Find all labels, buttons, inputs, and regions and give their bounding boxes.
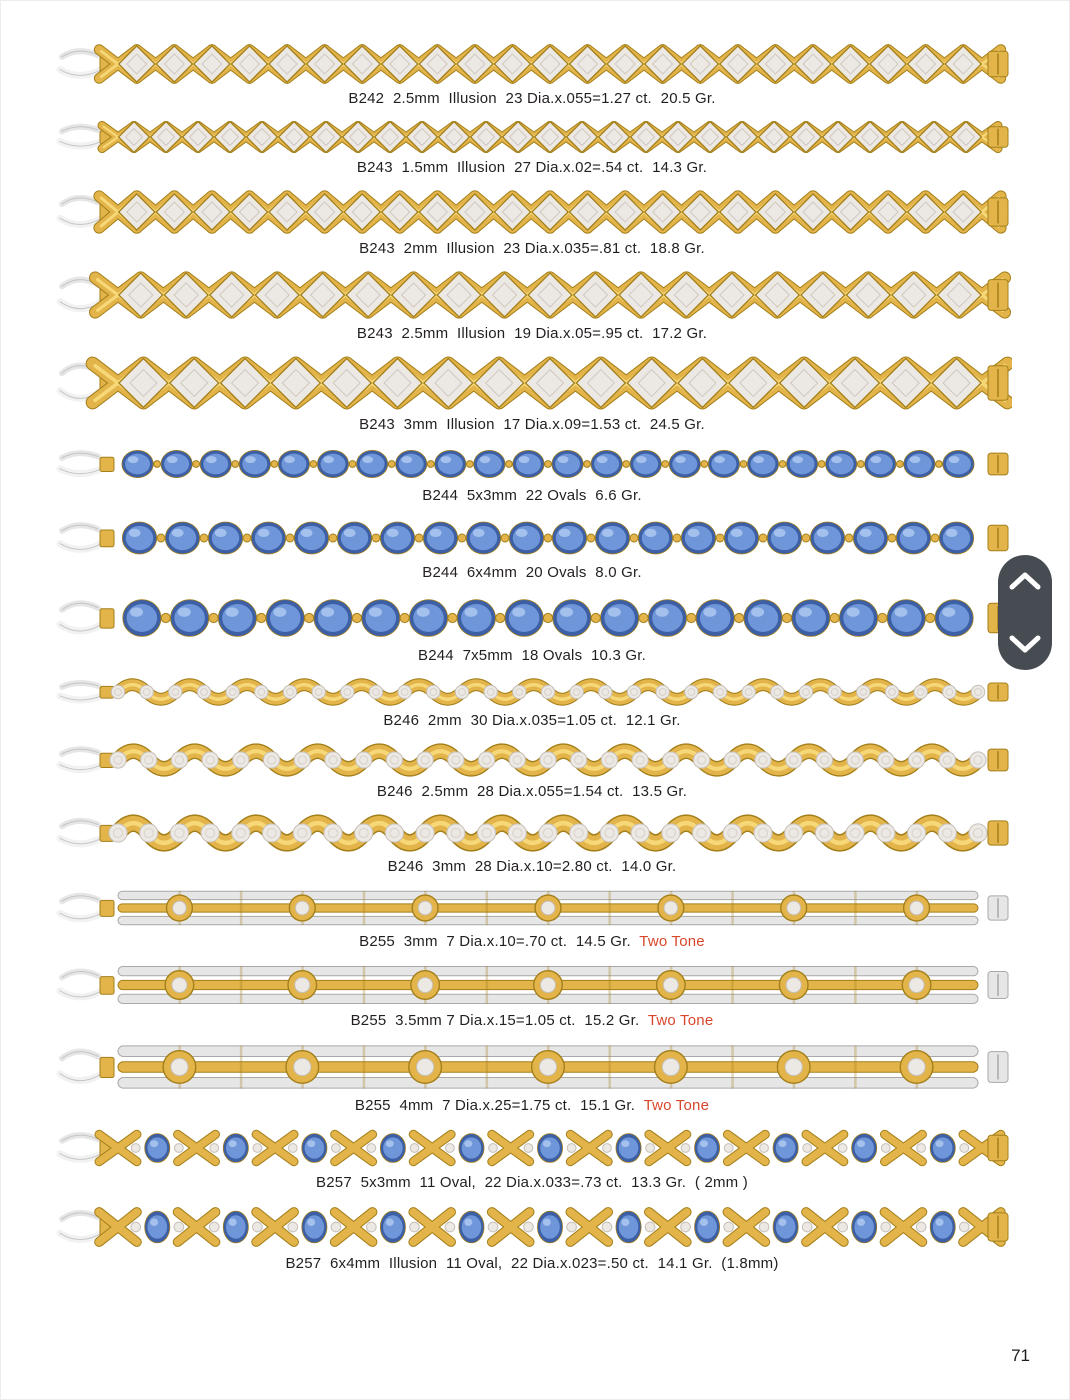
bracelet-row [52, 1128, 1012, 1193]
bracelet-image-b257-14 [52, 1128, 1012, 1168]
bracelet-image-b244-7 [52, 595, 1012, 641]
scroll-down-button[interactable] [1008, 633, 1042, 655]
bracelet-row [52, 814, 1012, 877]
caption-text: B243 3mm Illusion 17 Dia.x.09=1.53 ct. 24.5 Gr. [359, 416, 705, 433]
two-tone-label: Two Tone [639, 933, 705, 950]
bracelet-caption [52, 239, 1012, 259]
caption-text: B244 5x3mm 22 Ovals 6.6 Gr. [422, 487, 642, 504]
page-number: 71 [1011, 1346, 1030, 1365]
bracelet-caption [52, 415, 1012, 435]
bracelet-caption [52, 1254, 1012, 1274]
bracelet-row [52, 964, 1012, 1031]
caption-text: B257 5x3mm 11 Oval, 22 Dia.x.033=.73 ct. 13.3 Gr. ( 2mm ) [316, 1174, 748, 1191]
bracelet-caption [52, 1173, 1012, 1193]
bracelet-image-b246-8 [52, 678, 1012, 706]
caption-text: B243 2mm Illusion 23 Dia.x.035=.81 ct. 18.8 Gr. [359, 240, 705, 257]
bracelet-image-b244-5 [52, 447, 1012, 481]
bracelet-image-b255-13 [52, 1043, 1012, 1091]
bracelet-image-b246-10 [52, 814, 1012, 852]
caption-text: B246 2.5mm 28 Dia.x.055=1.54 ct. 13.5 Gr. [376, 783, 688, 800]
bracelet-caption [52, 1096, 1012, 1116]
caption-text: B255 3mm 7 Dia.x.10=.70 ct. 14.5 Gr. [359, 933, 631, 950]
bracelet-image-b255-11 [52, 889, 1012, 927]
caption-text: B244 7x5mm 18 Ovals 10.3 Gr. [418, 647, 646, 664]
caption-text: B246 3mm 28 Dia.x.10=2.80 ct. 14.0 Gr. [387, 858, 677, 875]
bracelet-row [52, 1043, 1012, 1116]
bracelet-image-b243-2 [52, 190, 1012, 234]
bracelet-row [52, 595, 1012, 666]
two-tone-label: Two Tone [647, 1012, 714, 1029]
caption-text: B255 3.5mm 7 Dia.x.15=1.05 ct. 15.2 Gr. [350, 1012, 640, 1029]
bracelet-caption [52, 158, 1012, 178]
scroll-up-button[interactable] [1008, 570, 1042, 592]
bracelet-image-b243-1 [52, 121, 1012, 153]
bracelet-caption [52, 563, 1012, 583]
chevron-up-icon [1008, 570, 1042, 592]
caption-text: B243 2.5mm Illusion 19 Dia.x.05=.95 ct. 17.2 Gr. [356, 325, 708, 342]
chevron-down-icon [1008, 633, 1042, 655]
bracelet-image-b257-15 [52, 1205, 1012, 1249]
caption-text: B242 2.5mm Illusion 23 Dia.x.055=1.27 ct. 20.5 Gr. [348, 90, 716, 107]
caption-text: B243 1.5mm Illusion 27 Dia.x.02=.54 ct. 14.3 Gr. [356, 159, 708, 176]
bracelet-list [52, 44, 1012, 1286]
bracelet-image-b243-3 [52, 271, 1012, 319]
bracelet-row [52, 889, 1012, 952]
bracelet-row [52, 447, 1012, 506]
bracelet-row [52, 121, 1012, 178]
bracelet-row [52, 1205, 1012, 1274]
caption-text: B255 4mm 7 Dia.x.25=1.75 ct. 15.1 Gr. [354, 1097, 636, 1114]
bracelet-caption [52, 711, 1012, 731]
bracelet-row [52, 678, 1012, 731]
bracelet-caption [52, 486, 1012, 506]
bracelet-caption [52, 857, 1012, 877]
bracelet-image-b246-9 [52, 743, 1012, 777]
bracelet-row [52, 356, 1012, 435]
bracelet-image-b242-0 [52, 44, 1012, 84]
bracelet-row [52, 271, 1012, 344]
caption-text: B244 6x4mm 20 Ovals 8.0 Gr. [422, 564, 642, 581]
bracelet-caption [52, 932, 1012, 952]
bracelet-row [52, 190, 1012, 259]
bracelet-caption [52, 89, 1012, 109]
caption-text: B246 2mm 30 Dia.x.035=1.05 ct. 12.1 Gr. [383, 712, 681, 729]
bracelet-caption [52, 646, 1012, 666]
bracelet-caption [52, 782, 1012, 802]
caption-text: B257 6x4mm Illusion 11 Oval, 22 Dia.x.023=.50 ct. 14.1 Gr. (1.8mm) [285, 1255, 779, 1272]
bracelet-image-b255-12 [52, 964, 1012, 1006]
bracelet-row [52, 44, 1012, 109]
bracelet-caption [52, 324, 1012, 344]
bracelet-image-b244-6 [52, 518, 1012, 558]
bracelet-row [52, 518, 1012, 583]
two-tone-label: Two Tone [643, 1097, 710, 1114]
bracelet-image-b243-4 [52, 356, 1012, 410]
scroll-widget [998, 555, 1052, 670]
bracelet-row [52, 743, 1012, 802]
bracelet-caption [52, 1011, 1012, 1031]
